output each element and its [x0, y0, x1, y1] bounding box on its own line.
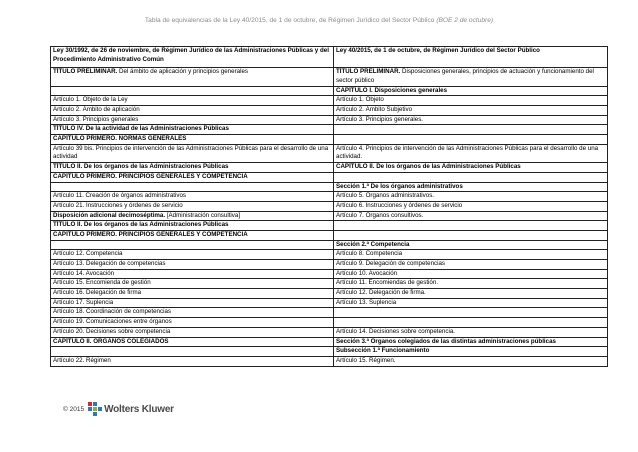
- table-row: [51, 327, 608, 337]
- table-row: [51, 221, 608, 231]
- table-row: [51, 86, 608, 96]
- table-row: [51, 289, 608, 299]
- cell-left: Artículo 20. Decisiones sobre competencia: [51, 327, 334, 337]
- table-header-row: [51, 47, 608, 68]
- table-row: [51, 318, 608, 328]
- brand-name: Wolters Kluwer: [104, 403, 174, 415]
- cell-right: [334, 308, 608, 318]
- cell-left: Artículo 22. Régimen: [51, 356, 334, 366]
- header-title-date: (BOE 2 de octubre): [436, 17, 494, 24]
- cell-left: TÍTULO II. De los órganos de las Administraciones Públicas: [51, 221, 334, 231]
- table-row: [51, 192, 608, 202]
- cell-left: Artículo 17. Suplencia: [51, 298, 334, 308]
- cell-right: [334, 318, 608, 328]
- cell-left: Artículo 18. Coordinación de competencias: [51, 308, 334, 318]
- cell-left: CAPÍTULO II. ÓRGANOS COLEGIADOS: [51, 337, 334, 347]
- cell-left: Artículo 12. Competencia: [51, 250, 334, 260]
- table-row: [51, 201, 608, 211]
- cell-left: CAPÍTULO PRIMERO. NORMAS GENERALES: [51, 134, 334, 144]
- table-row: [51, 163, 608, 173]
- cell-right: Sección 3.ª Órganos colegiados de las distintas administraciones públicas: [334, 337, 608, 347]
- table-row: [51, 250, 608, 260]
- cell-left: [51, 182, 334, 192]
- cell-left: Artículo 3. Principios generales: [51, 115, 334, 125]
- table-row: [51, 144, 608, 163]
- table-row: [51, 260, 608, 270]
- table-row: [51, 211, 608, 221]
- cell-right: Artículo 10. Avocación: [334, 269, 608, 279]
- cell-right: Artículo 4. Principios de intervención de las Administraciones Públicas para el desarrollo de una actividad.: [334, 144, 608, 163]
- cell-left: CAPÍTULO PRIMERO. PRINCIPIOS GENERALES Y COMPETENCIA: [51, 230, 334, 240]
- cell-left: [51, 240, 334, 250]
- cell-right: Artículo 8. Competencia: [334, 250, 608, 260]
- cell-left: Artículo 2. Ámbito de aplicación: [51, 105, 334, 115]
- cell-right: Artículo 6. Instrucciones y órdenes de servicio: [334, 201, 608, 211]
- wolters-kluwer-logo-icon: [88, 402, 102, 416]
- table-row: [51, 68, 608, 87]
- table-row: [51, 105, 608, 115]
- table-row: [51, 269, 608, 279]
- cell-right: [334, 172, 608, 182]
- table-row: [51, 182, 608, 192]
- cell-right: [334, 134, 608, 144]
- cell-left: Artículo 16. Delegación de firma: [51, 289, 334, 299]
- cell-left: Artículo 1. Objeto de la Ley: [51, 96, 334, 106]
- cell-right: TÍTULO PRELIMINAR. Disposiciones generales, principios de actuación y funcionamiento del sector público: [334, 68, 608, 87]
- cell-right: Artículo 14. Decisiones sobre competencia.: [334, 327, 608, 337]
- table-row: [51, 96, 608, 106]
- cell-left: Disposición adicional decimoséptima. [Administración consultiva]: [51, 211, 334, 221]
- table-row: [51, 347, 608, 357]
- cell-right: Artículo 5. Órganos administrativos.: [334, 192, 608, 202]
- footer: [63, 402, 174, 416]
- cell-left: Artículo 21. Instrucciones y órdenes de servicio: [51, 201, 334, 211]
- cell-left: TÍTULO IV. De la actividad de las Administraciones Públicas: [51, 125, 334, 135]
- table-row: [51, 134, 608, 144]
- table-row: [51, 240, 608, 250]
- table-row: [51, 308, 608, 318]
- header-title: Tabla de equivalencias de la Ley 40/2015, de 1 de octubre, de Régimen Jurídico del Sector Público: [144, 17, 435, 24]
- cell-left: TÍTULO II. De los órganos de las Administraciones Públicas: [51, 163, 334, 173]
- document-header: [0, 17, 638, 24]
- cell-right: [334, 125, 608, 135]
- cell-left: Artículo 11. Creación de órganos administrativos: [51, 192, 334, 202]
- cell-right: Artículo 15. Régimen.: [334, 356, 608, 366]
- table-row: [51, 298, 608, 308]
- cell-right: Sección 2.ª Competencia: [334, 240, 608, 250]
- cell-right: Artículo 12. Delegación de firma.: [334, 289, 608, 299]
- cell-left: Artículo 39 bis. Principios de intervención de las Administraciones Públicas para el desarrollo de una actividad: [51, 144, 334, 163]
- table-row: [51, 279, 608, 289]
- cell-left: Artículo 14. Avocación: [51, 269, 334, 279]
- cell-right: CAPÍTULO I. Disposiciones generales: [334, 86, 608, 96]
- cell-right: [334, 230, 608, 240]
- table-row: [51, 230, 608, 240]
- cell-right: [334, 221, 608, 231]
- cell-left: Artículo 13. Delegación de competencias: [51, 260, 334, 270]
- cell-right: Sección 1.ª De los órganos administrativos: [334, 182, 608, 192]
- column-header-right: Ley 40/2015, de 1 de octubre, de Régimen Jurídico del Sector Público: [334, 47, 608, 68]
- cell-right: Artículo 11. Encomiendas de gestión.: [334, 279, 608, 289]
- cell-left: Artículo 19. Comunicaciones entre órganos: [51, 318, 334, 328]
- wolters-kluwer-logo: [88, 402, 174, 416]
- table-row: [51, 337, 608, 347]
- cell-right: CAPÍTULO II. De los órganos de las Administraciones Públicas: [334, 163, 608, 173]
- cell-right: Artículo 7. Órganos consultivos.: [334, 211, 608, 221]
- cell-left: CAPÍTULO PRIMERO. PRINCIPIOS GENERALES Y COMPETENCIA: [51, 172, 334, 182]
- cell-right: Artículo 3. Principios generales.: [334, 115, 608, 125]
- cell-right: Subsección 1.ª Funcionamiento: [334, 347, 608, 357]
- cell-right: Artículo 1. Objeto: [334, 96, 608, 106]
- copyright-text: © 2015: [63, 405, 85, 413]
- table-row: [51, 356, 608, 366]
- column-header-left: Ley 30/1992, de 26 de noviembre, de Régimen Jurídico de las Administraciones Públicas y del Procedimiento Administrativo Común: [51, 47, 334, 68]
- table-row: [51, 125, 608, 135]
- cell-right: Artículo 9. Delegación de competencias: [334, 260, 608, 270]
- cell-left: [51, 86, 334, 96]
- table-row: [51, 115, 608, 125]
- cell-right: Artículo 2. Ámbito Subjetivo: [334, 105, 608, 115]
- equivalence-table: [50, 46, 608, 367]
- cell-left: [51, 347, 334, 357]
- cell-left: TÍTULO PRELIMINAR. Del ámbito de aplicación y principios generales: [51, 68, 334, 87]
- cell-right: Artículo 13. Suplencia: [334, 298, 608, 308]
- table-row: [51, 172, 608, 182]
- cell-left: Artículo 15. Encomienda de gestión: [51, 279, 334, 289]
